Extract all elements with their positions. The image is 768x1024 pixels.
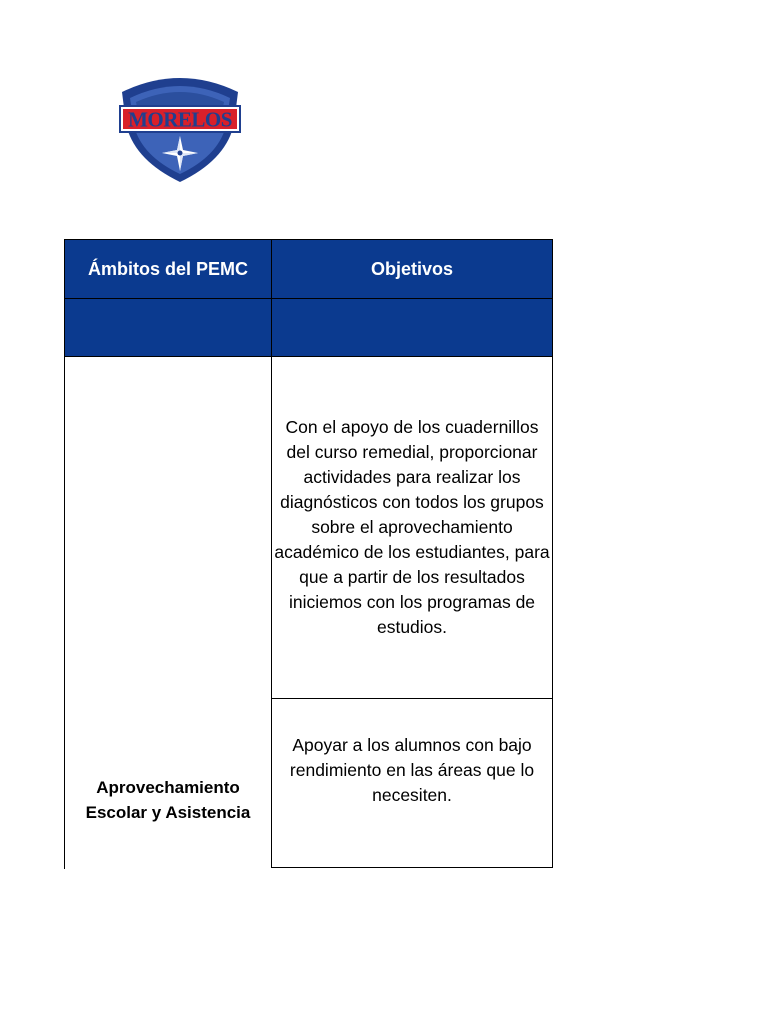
objetivo-text-1: Con el apoyo de los cuadernillos del curso remedial, proporcionar actividades para realizar los diagnósticos con todos los grupos sobre el aprovechamiento académico de los estudiantes, para que a partir de los resultados iniciemos con los programas de estudios. — [274, 416, 550, 637]
table-header — [64, 239, 553, 357]
school-logo — [116, 72, 244, 184]
ambito-cell: Aprovechamiento Escolar y Asistencia — [85, 778, 251, 822]
shield-icon — [116, 72, 244, 184]
objetivo-cell-1 — [271, 356, 553, 699]
header-ambitos: Ámbitos del PEMC — [87, 258, 248, 279]
objetivo-text-2: Apoyar a los alumnos con bajo rendimiento en las áreas que lo necesiten. — [289, 734, 535, 805]
logo-text: MORELOS — [128, 107, 232, 132]
header-objetivos: Objetivos — [370, 258, 454, 279]
objetivo-cell-2 — [271, 698, 553, 868]
